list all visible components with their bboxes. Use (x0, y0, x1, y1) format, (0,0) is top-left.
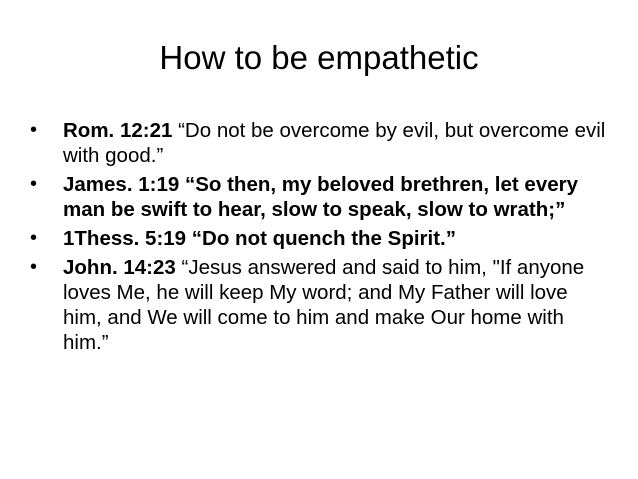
bullet-item-rom (30, 118, 610, 168)
scripture-reference: Rom. 12:21 (63, 119, 173, 142)
bullet-icon: • (30, 256, 38, 278)
bullet-icon: • (30, 119, 38, 141)
bullet-icon: • (30, 227, 38, 249)
bullet-item-john (30, 255, 610, 355)
scripture-quote: “Do not be overcome by evil, but overcome evil with good.” (63, 119, 606, 167)
scripture-quote: “So then, my beloved brethren, let every man be swift to hear, slow to speak, slow to wrath;” (63, 173, 578, 221)
scripture-quote: “Do not quench the Spirit.” (186, 227, 456, 250)
bullet-item-james (30, 172, 610, 222)
scripture-reference: 1Thess. 5:19 (63, 227, 187, 250)
bullet-icon: • (30, 173, 38, 195)
scripture-reference: James. 1:19 (63, 173, 180, 196)
scripture-reference: John. 14:23 (63, 256, 176, 279)
bullet-item-thess (30, 226, 610, 251)
bullet-list (30, 118, 610, 359)
slide-title: How to be empathetic (159, 39, 479, 76)
scripture-quote: “Jesus answered and said to him, "If anyone loves Me, he will keep My word; and My Father will love him, and We will come to him and make Our home with him.” (63, 256, 585, 354)
